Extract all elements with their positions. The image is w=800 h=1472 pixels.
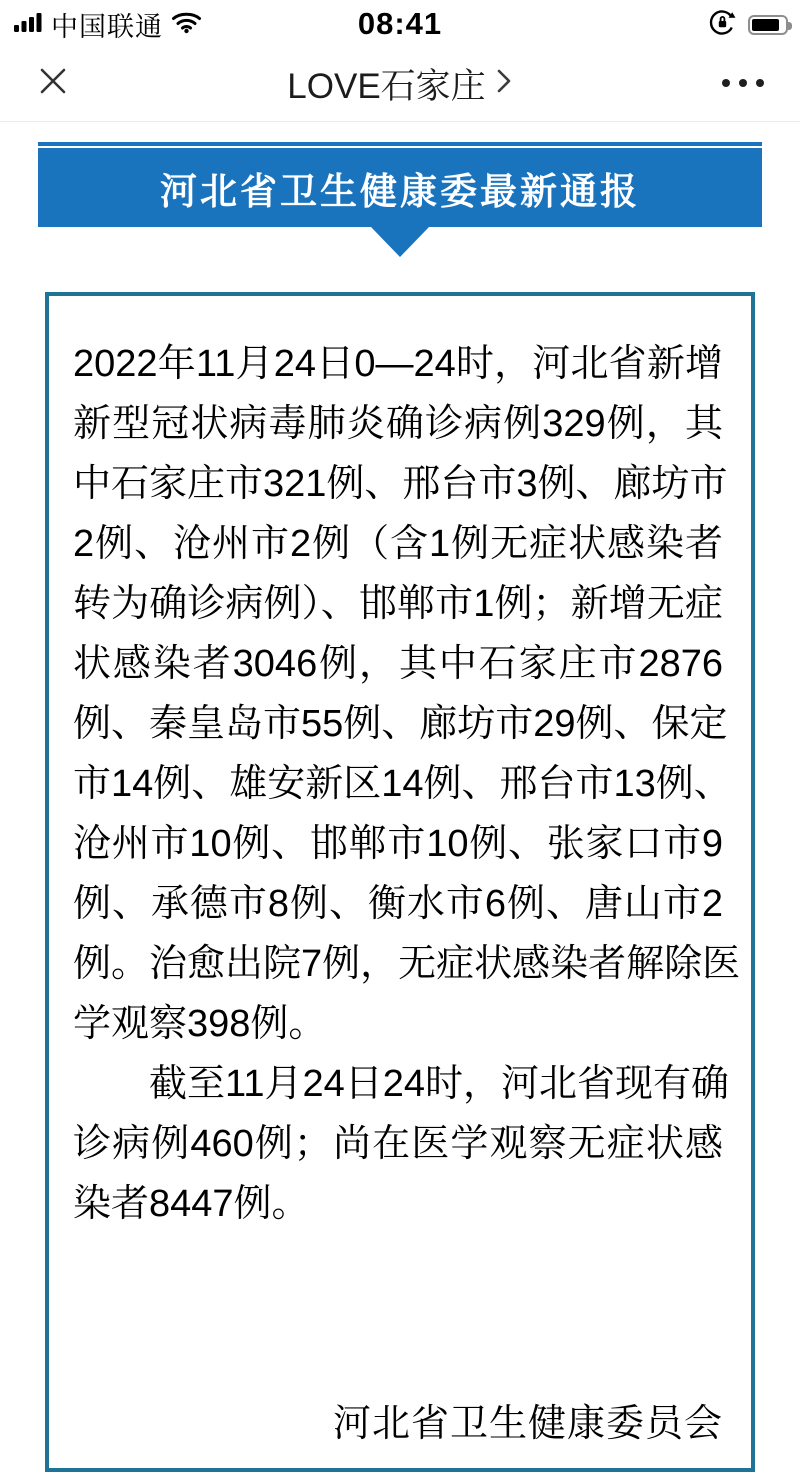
body-text-line: 截至11月24日24时，河北省现有确 bbox=[149, 1063, 729, 1105]
more-menu-button[interactable] bbox=[722, 79, 764, 87]
close-icon bbox=[36, 64, 70, 103]
signature: 河北省卫生健康委员会 bbox=[332, 1403, 723, 1445]
battery-tip bbox=[788, 22, 792, 30]
navbar bbox=[0, 45, 800, 122]
battery-fill bbox=[752, 19, 779, 31]
body-text-line: 2022年11月24日0—24时，河北省新增 bbox=[73, 343, 723, 385]
banner-top-line bbox=[38, 142, 762, 146]
banner bbox=[38, 142, 762, 257]
report-paragraphs bbox=[73, 334, 741, 1234]
body-text-line: 学观察398例。 bbox=[73, 1003, 327, 1045]
carrier-label: 中国联通 bbox=[51, 12, 163, 42]
battery-icon bbox=[748, 15, 788, 35]
body-text-line: 中石家庄市321例、邢台市3例、廊坊市 bbox=[73, 463, 728, 505]
article-content bbox=[0, 122, 800, 1472]
body-text-line: 沧州市10例、邯郸市10例、张家口市9 bbox=[73, 823, 723, 865]
clock: 08:41 bbox=[357, 6, 443, 41]
banner-pointer-icon bbox=[371, 227, 429, 257]
body-text-line: 新型冠状病毒肺炎确诊病例329例，其 bbox=[73, 403, 723, 445]
body-text-line: 例、承德市8例、衡水市6例、唐山市2 bbox=[73, 883, 723, 925]
body-text-line: 例。治愈出院7例，无症状感染者解除医 bbox=[73, 943, 741, 985]
page-title-label: LOVE石家庄 bbox=[287, 66, 486, 106]
body-text-line: 市14例、雄安新区14例、邢台市13例、 bbox=[73, 763, 732, 805]
body-text-line: 转为确诊病例）、邯郸市1例；新增无症 bbox=[73, 583, 723, 625]
status-bar bbox=[0, 0, 800, 45]
body-text-line: 例、秦皇岛市55例、廊坊市29例、保定 bbox=[73, 703, 728, 745]
body-text-line: 2例、沧州市2例（含1例无症状感染者 bbox=[73, 523, 723, 565]
body-text-line: 染者8447例。 bbox=[73, 1183, 310, 1225]
page-title[interactable] bbox=[0, 45, 800, 122]
banner-title: 河北省卫生健康委最新通报 bbox=[38, 148, 762, 227]
close-button[interactable] bbox=[36, 64, 70, 103]
more-menu-icon bbox=[722, 79, 764, 87]
chevron-right-icon bbox=[496, 64, 513, 104]
body-text-line: 状感染者3046例，其中石家庄市2876 bbox=[73, 643, 723, 685]
body-text-line: 诊病例460例；尚在医学观察无症状感 bbox=[73, 1123, 723, 1165]
report-box bbox=[45, 292, 755, 1472]
